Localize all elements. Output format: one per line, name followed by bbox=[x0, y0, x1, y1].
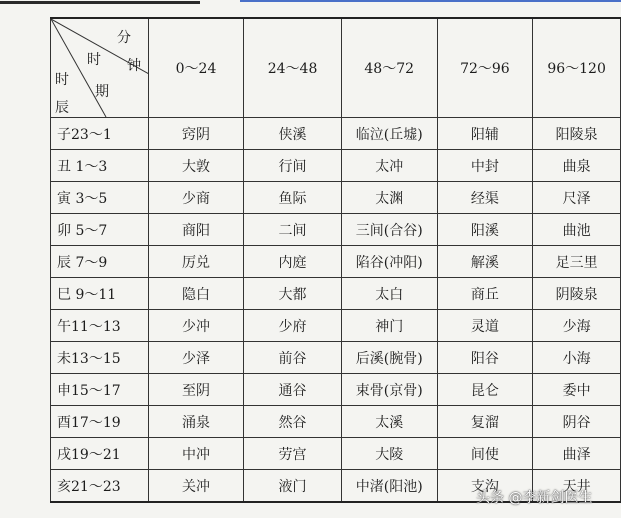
acupoint-cell: 通谷 bbox=[244, 374, 342, 406]
acupoint-cell: 隐白 bbox=[148, 278, 244, 310]
corner-label-fen: 分 bbox=[117, 30, 131, 46]
acupoint-cell: 后溪(腕骨) bbox=[341, 342, 437, 374]
acupoint-cell: 二间 bbox=[244, 214, 342, 246]
row-label: 酉17～19 bbox=[51, 406, 149, 438]
acupoint-cell: 前谷 bbox=[244, 342, 342, 374]
corner-label-qi: 期 bbox=[95, 84, 109, 100]
acupoint-cell: 大敦 bbox=[148, 150, 244, 182]
acupoint-cell: 窍阴 bbox=[148, 118, 244, 150]
acupoint-time-table bbox=[50, 17, 621, 503]
table-row bbox=[51, 406, 621, 438]
column-header: 0～24 bbox=[148, 18, 244, 118]
table-row bbox=[51, 438, 621, 470]
acupoint-cell: 复溜 bbox=[437, 406, 533, 438]
acupoint-cell: 三间(合谷) bbox=[341, 214, 437, 246]
acupoint-cell: 液门 bbox=[244, 470, 342, 503]
acupoint-cell: 至阴 bbox=[148, 374, 244, 406]
column-header: 48～72 bbox=[341, 18, 437, 118]
acupoint-cell: 足三里 bbox=[533, 246, 621, 278]
acupoint-cell: 经渠 bbox=[437, 182, 533, 214]
row-label: 子23～1 bbox=[51, 118, 149, 150]
acupoint-cell: 支沟 bbox=[437, 470, 533, 503]
acupoint-cell: 阴陵泉 bbox=[533, 278, 621, 310]
acupoint-cell: 少泽 bbox=[148, 342, 244, 374]
table-row bbox=[51, 118, 621, 150]
row-label: 卯 5～7 bbox=[51, 214, 149, 246]
acupoint-cell: 商阳 bbox=[148, 214, 244, 246]
table-row bbox=[51, 246, 621, 278]
acupoint-cell: 鱼际 bbox=[244, 182, 342, 214]
acupoint-cell: 少冲 bbox=[148, 310, 244, 342]
acupoint-cell: 太溪 bbox=[341, 406, 437, 438]
acupoint-cell: 劳宫 bbox=[244, 438, 342, 470]
acupoint-cell: 神门 bbox=[341, 310, 437, 342]
row-label: 午11～13 bbox=[51, 310, 149, 342]
top-rule bbox=[0, 1, 200, 4]
acupoint-cell: 太渊 bbox=[341, 182, 437, 214]
acupoint-cell: 少商 bbox=[148, 182, 244, 214]
acupoint-cell: 大都 bbox=[244, 278, 342, 310]
acupoint-cell: 阳陵泉 bbox=[533, 118, 621, 150]
acupoint-cell: 厉兑 bbox=[148, 246, 244, 278]
watermark: 头条 @李新剑医生 bbox=[476, 490, 593, 506]
acupoint-cell: 尺泽 bbox=[533, 182, 621, 214]
corner-header-cell bbox=[51, 18, 149, 118]
column-header: 72～96 bbox=[437, 18, 533, 118]
row-label: 丑 1～3 bbox=[51, 150, 149, 182]
acupoint-cell: 太白 bbox=[341, 278, 437, 310]
acupoint-cell: 大陵 bbox=[341, 438, 437, 470]
acupoint-cell: 涌泉 bbox=[148, 406, 244, 438]
acupoint-cell: 曲泽 bbox=[533, 438, 621, 470]
table-row bbox=[51, 214, 621, 246]
acupoint-cell: 商丘 bbox=[437, 278, 533, 310]
acupoint-cell: 行间 bbox=[244, 150, 342, 182]
corner-label-chen: 辰 bbox=[55, 100, 69, 116]
acupoint-cell: 小海 bbox=[533, 342, 621, 374]
row-label: 未13～15 bbox=[51, 342, 149, 374]
table-row bbox=[51, 278, 621, 310]
acupoint-cell: 曲池 bbox=[533, 214, 621, 246]
acupoint-cell: 阳谷 bbox=[437, 342, 533, 374]
acupoint-cell: 少府 bbox=[244, 310, 342, 342]
acupoint-cell: 内庭 bbox=[244, 246, 342, 278]
corner-label-shi2: 时 bbox=[55, 72, 69, 88]
column-header: 96～120 bbox=[533, 18, 621, 118]
table-row bbox=[51, 150, 621, 182]
acupoint-cell: 中封 bbox=[437, 150, 533, 182]
acupoint-cell: 间使 bbox=[437, 438, 533, 470]
table-header-row bbox=[51, 18, 621, 118]
acupoint-cell: 曲泉 bbox=[533, 150, 621, 182]
acupoint-cell: 侠溪 bbox=[244, 118, 342, 150]
acupoint-cell: 委中 bbox=[533, 374, 621, 406]
table-row bbox=[51, 182, 621, 214]
row-label: 辰 7～9 bbox=[51, 246, 149, 278]
table-row bbox=[51, 342, 621, 374]
acupoint-cell: 阳溪 bbox=[437, 214, 533, 246]
acupoint-cell: 昆仑 bbox=[437, 374, 533, 406]
acupoint-cell: 临泣(丘墟) bbox=[341, 118, 437, 150]
acupoint-cell: 灵道 bbox=[437, 310, 533, 342]
acupoint-cell: 阳辅 bbox=[437, 118, 533, 150]
row-label: 戌19～21 bbox=[51, 438, 149, 470]
acupoint-cell: 中渚(阳池) bbox=[341, 470, 437, 503]
acupoint-cell: 中冲 bbox=[148, 438, 244, 470]
acupoint-cell: 然谷 bbox=[244, 406, 342, 438]
acupoint-cell: 关冲 bbox=[148, 470, 244, 503]
acupoint-cell: 陷谷(冲阳) bbox=[341, 246, 437, 278]
acupoint-cell: 少海 bbox=[533, 310, 621, 342]
table-row bbox=[51, 310, 621, 342]
corner-label-zhong: 钟 bbox=[127, 58, 141, 74]
top-rule-blue bbox=[240, 0, 621, 2]
row-label: 寅 3～5 bbox=[51, 182, 149, 214]
acupoint-cell: 阴谷 bbox=[533, 406, 621, 438]
column-header: 24～48 bbox=[244, 18, 342, 118]
acupoint-cell: 束骨(京骨) bbox=[341, 374, 437, 406]
row-label: 巳 9～11 bbox=[51, 278, 149, 310]
acupoint-cell: 天井 bbox=[533, 470, 621, 503]
corner-label-shi: 时 bbox=[87, 52, 101, 68]
row-label: 亥21～23 bbox=[51, 470, 149, 503]
table-row bbox=[51, 374, 621, 406]
acupoint-cell: 解溪 bbox=[437, 246, 533, 278]
row-label: 申15～17 bbox=[51, 374, 149, 406]
acupoint-cell: 太冲 bbox=[341, 150, 437, 182]
